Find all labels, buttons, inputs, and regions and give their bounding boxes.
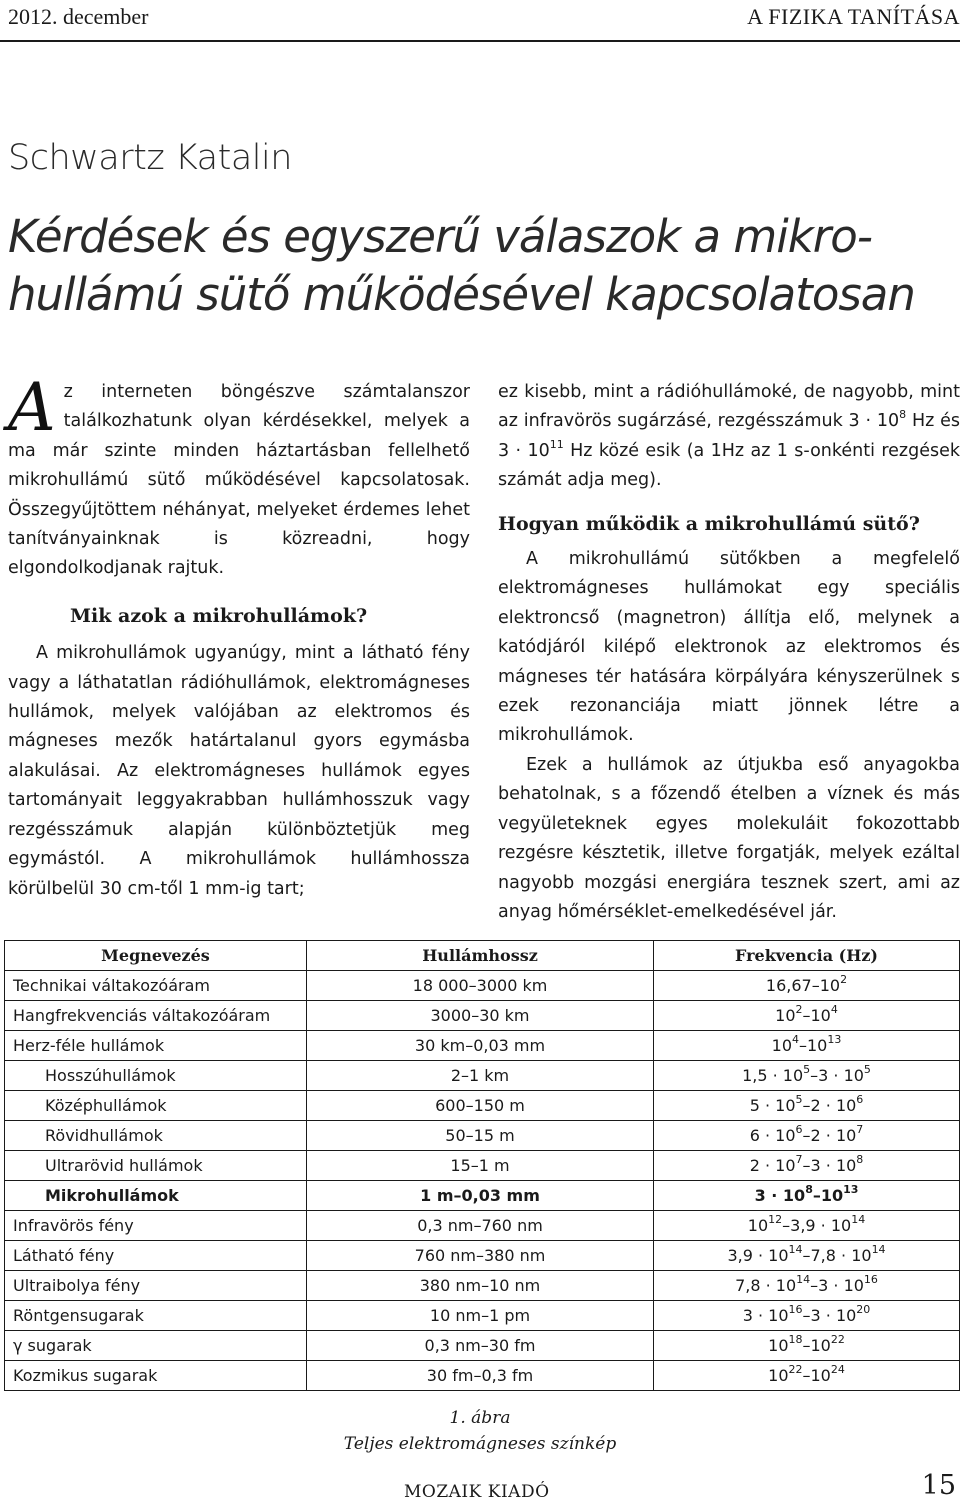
frequency-low-exp: 8 [899,408,907,422]
table-row [5,1301,960,1331]
frequency-exponent: 8 [805,1183,813,1196]
cell-frequency [654,1121,960,1151]
cell-name: Hangfrekvenciás váltakozóáram [5,1001,307,1031]
oven-paragraph: A mikrohullámú sütőkben a megfelelő elektromágneses hullámokat egy speciális elektroncső (magnetron) állítja elő, melynek a katódjáról kilépő elektronok az elektromos és mágneses tér hatására körpályára kényszerülnek s ezek rezonanciája miatt jönnek létre a mikrohullámok. [498,549,960,746]
title-line-2: hullámú sütő működésével kapcsolatosan [8,268,915,321]
microwaves-paragraph: A mikrohullámok ugyanúgy, mint a látható fény vagy a láthatatlan rádióhullámok, elektromágneses hullámok, melyek valójában az elektromos és mágneses mezők határtalanul gyors egymásba alakulásai. Az elektromágneses hullámok egyes tartományait leggyakrabban hullámhosszuk vagy rezgésszámuk alapján különböztetjük meg egymástól. A mikrohullámok hullámhossza körülbelül 30 cm-től 1 mm-ig tart; [8,643,470,899]
frequency-exponent: 4 [792,1033,799,1046]
frequency-base: –10 [812,1186,844,1205]
frequency-base: –10 [802,1366,831,1385]
section-heading-microwaves: Mik azok a mikrohullámok? [70,604,368,627]
frequency-base: –2 · 10 [802,1126,857,1145]
intro-paragraph [8,369,470,584]
frequency-exponent: 22 [830,1333,845,1346]
drop-cap: A [8,369,56,446]
cell-wavelength: 2–1 km [307,1061,654,1091]
table-row [5,1121,960,1151]
frequency-exponent: 14 [871,1243,886,1256]
cell-name: Hosszúhullámok [5,1061,307,1091]
cell-name: γ sugarak [5,1331,307,1361]
column-header-name: Megnevezés [5,941,307,971]
cell-wavelength: 380 nm–10 nm [307,1271,654,1301]
cell-wavelength: 15–1 m [307,1151,654,1181]
column-header-frequency: Frekvencia (Hz) [654,941,960,971]
cell-name: Infravörös fény [5,1211,307,1241]
frequency-base: 10 [747,1216,769,1235]
table-row [5,1211,960,1241]
cell-wavelength: 600–150 m [307,1091,654,1121]
frequency-text-a: ez kisebb, mint a rádióhullámoké, de nagyobb, mint az infravörös sugárzásé, rezgésszámuk [498,382,960,432]
frequency-exponent: 16 [788,1303,803,1316]
figure-number: 1. ábra [449,1408,511,1428]
section-heading-oven: Hogyan működik a mikrohullámú sütő? [498,512,920,535]
table-row [5,1331,960,1361]
cell-frequency [654,1331,960,1361]
frequency-base: 2 · 10 [749,1156,796,1175]
article-title [8,208,958,324]
frequency-base: –7,8 · 10 [802,1246,872,1265]
publisher-name: MOZAIK KIADÓ [404,1482,550,1502]
cell-frequency [654,1031,960,1061]
cell-name: Rövidhullámok [5,1121,307,1151]
frequency-exponent: 22 [788,1363,803,1376]
cell-name: Ultraibolya fény [5,1271,307,1301]
table-row [5,1271,960,1301]
frequency-base: 3 · 10 [754,1186,806,1205]
frequency-base: –3 · 10 [802,1306,857,1325]
frequency-paragraph [498,378,960,496]
frequency-base: 6 · 10 [749,1126,796,1145]
frequency-base: 10 [768,1366,789,1385]
table-header-row [5,941,960,971]
frequency-base: –10 [799,1036,828,1055]
frequency-base: –3 · 10 [810,1066,864,1085]
table-row [5,1001,960,1031]
cell-wavelength: 760 nm–380 nm [307,1241,654,1271]
cell-wavelength: 18 000–3000 km [307,971,654,1001]
cell-frequency [654,1211,960,1241]
cell-frequency [654,1061,960,1091]
table-row [5,971,960,1001]
frequency-exponent: 5 [795,1093,803,1106]
column-header-wavelength: Hullámhossz [307,941,654,971]
figure-caption [0,1405,960,1457]
cell-name: Kozmikus sugarak [5,1361,307,1391]
cell-frequency [654,1301,960,1331]
frequency-exponent: 6 [795,1123,803,1136]
cell-frequency [654,1361,960,1391]
cell-frequency [654,1001,960,1031]
frequency-base: –10 [802,1336,831,1355]
frequency-high-exp: 11 [549,437,564,451]
frequency-exponent: 18 [788,1333,803,1346]
frequency-mid: Hz és 3 · 10 [498,411,960,461]
frequency-base: –3 · 10 [802,1156,857,1175]
table-row [5,1241,960,1271]
frequency-exponent: 16 [863,1273,878,1286]
cell-wavelength: 50–15 m [307,1121,654,1151]
frequency-exponent: 8 [856,1153,864,1166]
left-column [8,369,470,904]
frequency-low: 3 · 10 [848,411,900,432]
journal-name: A FIZIKA TANÍTÁSA [747,4,960,29]
table-row [5,1061,960,1091]
cell-name: Technikai váltakozóáram [5,971,307,1001]
em-spectrum-table [4,940,960,1391]
frequency-exponent: 14 [788,1243,803,1256]
cell-frequency [654,1181,960,1211]
cell-wavelength: 0,3 nm–760 nm [307,1211,654,1241]
frequency-exponent: 4 [830,1003,838,1016]
frequency-base: –3,9 · 10 [782,1216,852,1235]
cell-frequency [654,1241,960,1271]
cell-frequency [654,1091,960,1121]
frequency-base: –3 · 10 [810,1276,864,1295]
frequency-exponent: 6 [856,1093,864,1106]
cell-name: Látható fény [5,1241,307,1271]
intro-text: z interneten böngészve számtalanszor találkozhatunk olyan kérdésekkel, melyek a ma már szinte minden háztartásban fellelhető mikrohullámú sütő működésével kapcsolatosak. Összegyűjtöttem néhányat, melyeket érdemes lehet tanítványainknak is közreadni, hogy elgondolkodjanak rajtuk. [8,382,470,579]
page-number: 15 [921,1470,956,1501]
cell-frequency [654,971,960,1001]
frequency-base: 3 · 10 [742,1306,789,1325]
frequency-exponent: 14 [851,1213,866,1226]
table-row [5,1091,960,1121]
cell-name: Röntgensugarak [5,1301,307,1331]
cell-name: Mikrohullámok [5,1181,307,1211]
frequency-exponent: 5 [863,1063,871,1076]
frequency-base: 7,8 · 10 [735,1276,797,1295]
frequency-exponent: 14 [796,1273,811,1286]
frequency-base: 3,9 · 10 [727,1246,789,1265]
cell-wavelength: 30 km–0,03 mm [307,1031,654,1061]
table-row [5,1361,960,1391]
absorption-paragraph: Ezek a hullámok az útjukba eső anyagokba behatolnak, s a főzendő ételben a víznek és más vegyületeknek egyes molekuláit fokozottabb rezgésre késztetik, illetve forgatják, melyek ezáltal nagyobb mozgási energiára tesznek szert, ami az anyag hőmérséklet-emelkedésével jár. [498,754,960,922]
table-row [5,1181,960,1211]
cell-name: Ultrarövid hullámok [5,1151,307,1181]
frequency-base: –2 · 10 [802,1096,857,1115]
frequency-exponent: 7 [795,1153,803,1166]
cell-name: Középhullámok [5,1091,307,1121]
cell-frequency [654,1151,960,1181]
cell-wavelength: 1 m–0,03 mm [307,1181,654,1211]
frequency-exponent: 13 [843,1183,859,1196]
frequency-base: 10 [768,1336,789,1355]
issue-date: 2012. december [8,4,149,29]
frequency-base: 10 [775,1006,796,1025]
cell-wavelength: 0,3 nm–30 fm [307,1331,654,1361]
title-line-1: Kérdések és egyszerű válaszok a mikro- [8,210,873,263]
frequency-exponent: 2 [840,973,848,986]
frequency-exponent: 20 [856,1303,871,1316]
frequency-base: 5 · 10 [749,1096,796,1115]
cell-name: Herz-féle hullámok [5,1031,307,1061]
cell-frequency [654,1271,960,1301]
table-row [5,1031,960,1061]
table-row [5,1151,960,1181]
frequency-exponent: 7 [856,1123,864,1136]
cell-wavelength: 10 nm–1 pm [307,1301,654,1331]
frequency-base: 16,67–10 [765,976,841,995]
frequency-exponent: 2 [795,1003,803,1016]
frequency-exponent: 24 [830,1363,845,1376]
frequency-exponent: 5 [803,1063,811,1076]
author-name: Schwartz Katalin [8,138,292,178]
cell-wavelength: 30 fm–0,3 fm [307,1361,654,1391]
frequency-exponent: 13 [827,1033,842,1046]
right-column [498,378,960,927]
frequency-exponent: 12 [768,1213,783,1226]
page-header [0,0,960,42]
frequency-text-b: Hz közé esik (a 1Hz az 1 s-onkénti rezgések számát adja meg). [498,440,960,491]
frequency-base: 1,5 · 10 [742,1066,804,1085]
figure-title: Teljes elektromágneses színkép [343,1434,617,1454]
frequency-base: –10 [802,1006,831,1025]
cell-wavelength: 3000–30 km [307,1001,654,1031]
frequency-base: 10 [771,1036,792,1055]
